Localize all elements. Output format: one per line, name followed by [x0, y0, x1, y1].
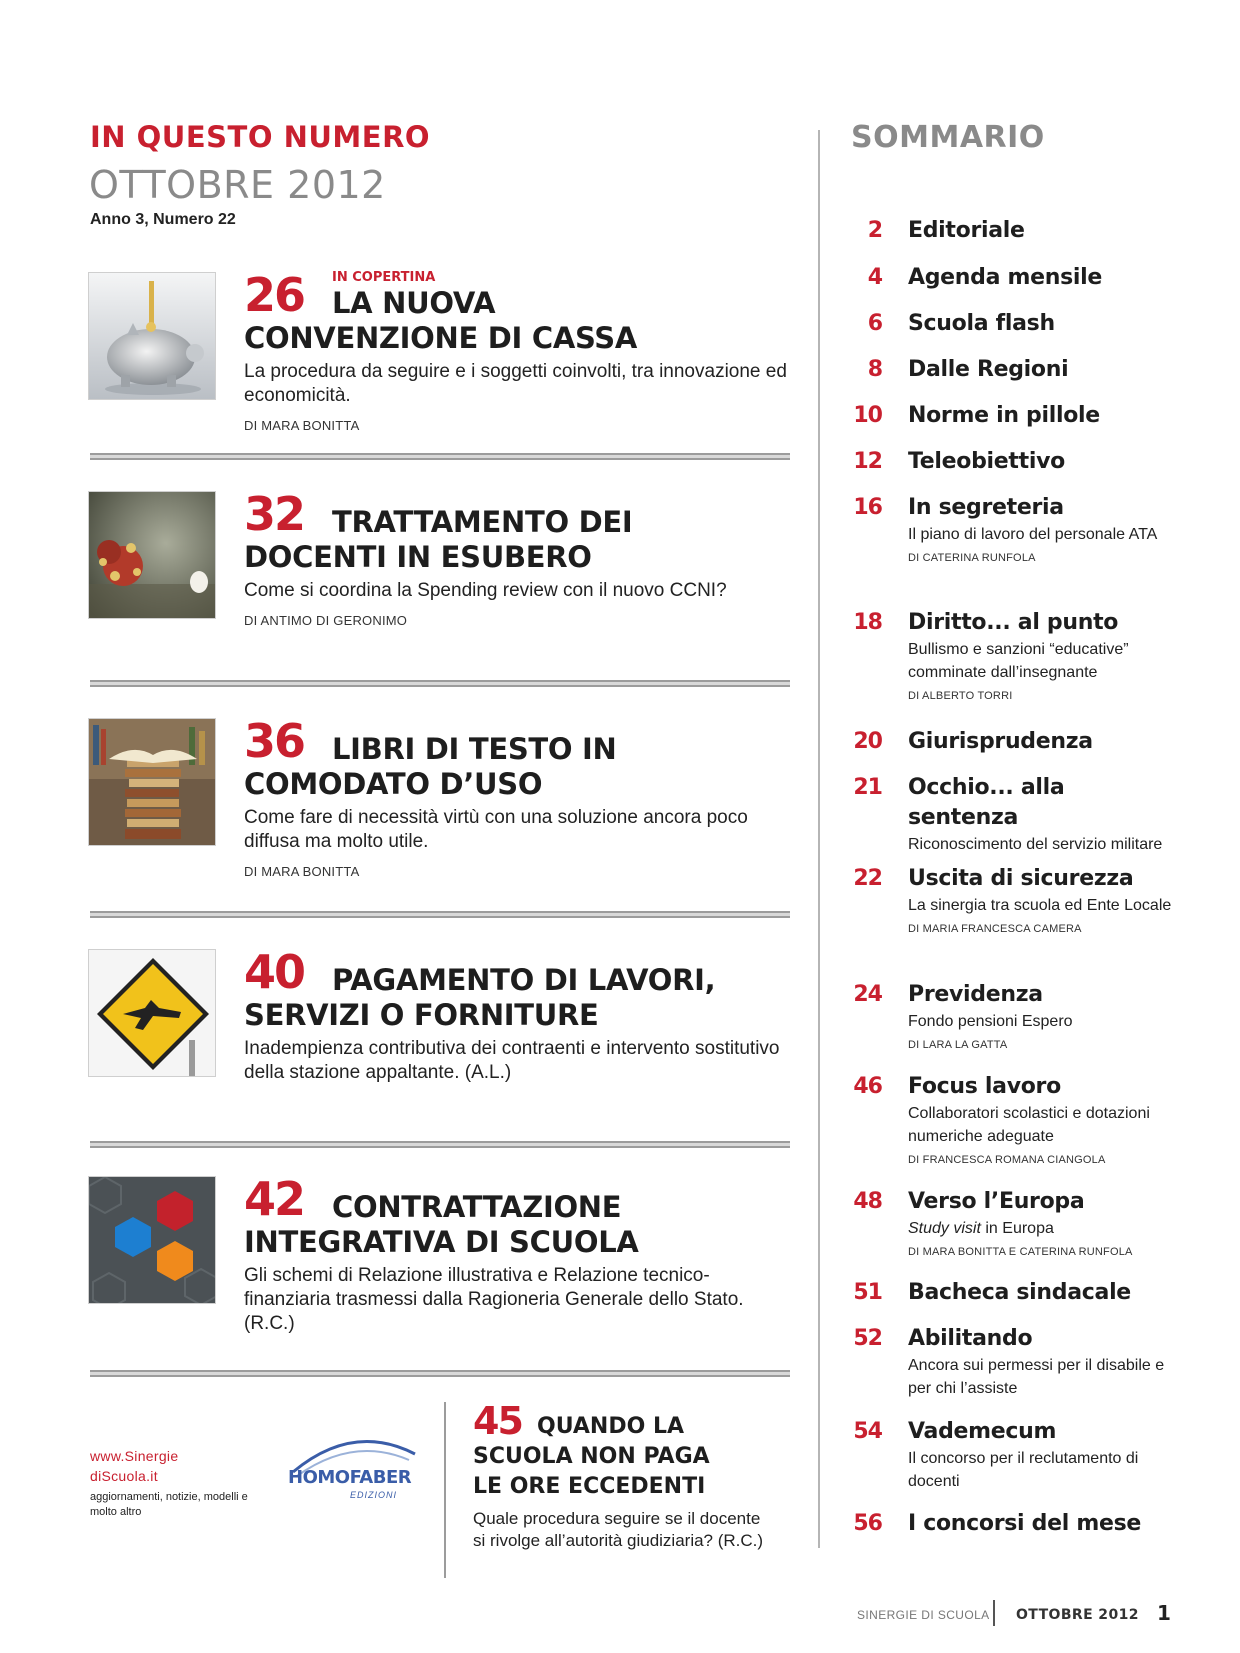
section-divider [90, 911, 790, 918]
feature-page-number: 26 [244, 268, 305, 322]
toc-item[interactable] [830, 216, 1180, 246]
toc-item[interactable] [830, 401, 1180, 431]
toc-description: Il concorso per il reclutamento di docenti [908, 1450, 1139, 1490]
toc-title: Abilitando [908, 1326, 1033, 1351]
feature-description: La procedura da seguire e i soggetti coinvolti, tra innovazione ed economicità. [244, 361, 787, 406]
toc-page: 8 [867, 357, 882, 382]
toc-description: Collaboratori scolastici e dotazioni numeriche adeguate [908, 1105, 1150, 1145]
feature-description: Come fare di necessità virtù con una soluzione ancora poco diffusa ma molto utile. [244, 807, 748, 852]
column-divider [818, 130, 820, 1548]
toc-item[interactable] [830, 1324, 1180, 1400]
toc-author: DI CATERINA RUNFOLA [908, 552, 1036, 564]
toc-title: Bacheca sindacale [908, 1280, 1131, 1305]
website-tagline: aggiornamenti, notizie, modelli e molto altro [90, 1491, 248, 1518]
toc-title: Occhio... alla sentenza [908, 775, 1065, 830]
toc-item[interactable] [830, 447, 1180, 477]
toc-item[interactable] [830, 608, 1180, 702]
road-sign-image [88, 949, 216, 1077]
feature-title-line1: TRATTAMENTO DEI [332, 505, 633, 539]
toc-title: Teleobiettivo [908, 449, 1065, 474]
toc-page: 52 [853, 1326, 882, 1351]
toc-page: 4 [867, 265, 882, 290]
toc-item[interactable] [830, 1072, 1180, 1166]
books-stack-image [88, 718, 216, 846]
toc-page: 18 [853, 610, 882, 635]
toc-page: 56 [853, 1511, 882, 1536]
toc-page: 20 [853, 729, 882, 754]
feature-page-number: 36 [244, 714, 305, 768]
feature-page-number: 40 [244, 945, 305, 999]
toc-page: 2 [867, 218, 882, 243]
toc-item[interactable] [830, 493, 1180, 564]
toc-page: 16 [853, 495, 882, 520]
issue-heading: IN QUESTO NUMERO [90, 120, 431, 154]
toc-title: Verso l’Europa [908, 1189, 1085, 1214]
website-link[interactable]: www.Sinergie diScuola.it [90, 1448, 179, 1484]
toc-page: 10 [853, 403, 882, 428]
feature-title-line1: PAGAMENTO DI LAVORI, [332, 963, 716, 997]
toc-title: Dalle Regioni [908, 357, 1069, 382]
toc-title: Giurisprudenza [908, 729, 1093, 754]
publisher-logo-subtext: EDIZIONI [350, 1490, 398, 1500]
toc-title: Uscita di sicurezza [908, 866, 1134, 891]
feature-page-number: 32 [244, 487, 305, 541]
toc-item[interactable] [830, 263, 1180, 293]
feature-author: DI MARA BONITTA [244, 418, 360, 433]
feature-title-line2: SERVIZI O FORNITURE [244, 998, 599, 1032]
toc-title: Previdenza [908, 982, 1043, 1007]
toc-page: 54 [853, 1419, 882, 1444]
toc-item[interactable] [830, 355, 1180, 385]
feature-description: Come si coordina la Spending review con il nuovo CCNI? [244, 580, 727, 601]
feature-article[interactable] [473, 1399, 773, 1552]
section-divider [90, 1141, 790, 1148]
toc-page: 48 [853, 1189, 882, 1214]
toc-title: In segreteria [908, 495, 1064, 520]
toc-item[interactable] [830, 864, 1180, 935]
sommario-title: SOMMARIO [851, 120, 1045, 155]
toc-title: Norme in pillole [908, 403, 1100, 428]
toc-title: Editoriale [908, 218, 1025, 243]
feature-author: DI MARA BONITTA [244, 864, 360, 879]
toc-item[interactable] [830, 1509, 1180, 1539]
toc-author: DI ALBERTO TORRI [908, 690, 1013, 702]
feature-title-line2: COMODATO D’USO [244, 767, 543, 801]
toc-page: 51 [853, 1280, 882, 1305]
feature-title-line2: CONVENZIONE DI CASSA [244, 321, 637, 355]
feature-title-line2: SCUOLA NON PAGA [473, 1444, 710, 1469]
issue-month: OTTOBRE 2012 [89, 163, 386, 207]
toc-author: DI MARA BONITTA E CATERINA RUNFOLA [908, 1246, 1133, 1258]
toc-description: Il piano di lavoro del personale ATA [908, 526, 1158, 543]
feature-title-line3: LE ORE ECCEDENTI [473, 1474, 706, 1499]
feature-page-number: 42 [244, 1172, 305, 1226]
toc-description: Riconoscimento del servizio militare [908, 836, 1163, 853]
toc-author: DI FRANCESCA ROMANA CIANGOLA [908, 1154, 1106, 1166]
section-divider [90, 680, 790, 687]
footer-magazine-name: SINERGIE DI SCUOLA [857, 1608, 990, 1622]
toc-title: Focus lavoro [908, 1074, 1061, 1099]
toc-page: 24 [853, 982, 882, 1007]
toc-title: Vademecum [908, 1419, 1057, 1444]
feature-page-number: 45 [473, 1399, 522, 1443]
feature-author: DI ANTIMO DI GERONIMO [244, 613, 408, 628]
feature-title-line1: CONTRATTAZIONE [332, 1190, 622, 1224]
virus-egg-image [88, 491, 216, 619]
feature-title-line2: INTEGRATIVA DI SCUOLA [244, 1225, 639, 1259]
toc-page: 6 [867, 311, 882, 336]
toc-page: 22 [853, 866, 882, 891]
feature-description: Quale procedura seguire se il docente si rivolge all’autorità giudiziaria? (R.C.) [473, 1509, 764, 1550]
toc-item[interactable] [830, 727, 1180, 757]
toc-item[interactable] [830, 980, 1180, 1051]
toc-item[interactable] [830, 773, 1180, 856]
footer-issue-month: OTTOBRE 2012 [1016, 1607, 1139, 1623]
publisher-logo-text: HOMOFABER [288, 1467, 412, 1488]
footer-page-number: 1 [1157, 1601, 1171, 1625]
feature-description: Gli schemi di Relazione illustrativa e Relazione tecnico-finanziaria trasmessi dalla Ragioneria Generale dello Stato. (R.C.) [244, 1265, 744, 1334]
toc-item[interactable] [830, 309, 1180, 339]
toc-description: Study visit in Europa [908, 1220, 1054, 1237]
piggy-bank-image [88, 272, 216, 400]
toc-item[interactable] [830, 1417, 1180, 1493]
toc-title: Scuola flash [908, 311, 1055, 336]
toc-page: 12 [853, 449, 882, 474]
toc-page: 46 [853, 1074, 882, 1099]
toc-title: Diritto... al punto [908, 610, 1119, 635]
feature-title-line1: QUANDO LA [537, 1414, 684, 1439]
toc-description: Fondo pensioni Espero [908, 1013, 1073, 1030]
footer-divider [993, 1600, 995, 1626]
toc-title: Agenda mensile [908, 265, 1103, 290]
feature-title-line1: LA NUOVA [332, 286, 496, 320]
toc-item[interactable] [830, 1278, 1180, 1308]
feature-title-line1: LIBRI DI TESTO IN [332, 732, 617, 766]
toc-description: Bullismo e sanzioni “educative” comminate dall’insegnante [908, 641, 1129, 681]
toc-description: Ancora sui permessi per il disabile e per chi l’assiste [908, 1357, 1165, 1397]
toc-page: 21 [853, 775, 882, 800]
hexagons-image [88, 1176, 216, 1304]
toc-author: DI LARA LA GATTA [908, 1039, 1008, 1051]
bottom-divider [444, 1402, 446, 1578]
feature-description: Inadempienza contributiva dei contraenti e intervento sostitutivo della stazione appaltante. (A.L.) [244, 1038, 780, 1083]
toc-description: La sinergia tra scuola ed Ente Locale [908, 897, 1172, 914]
toc-description-italic: Study visit [908, 1220, 981, 1237]
toc-item[interactable] [830, 1187, 1180, 1258]
toc-title: I concorsi del mese [908, 1511, 1141, 1536]
feature-kicker: IN COPERTINA [332, 270, 436, 285]
issue-number: Anno 3, Numero 22 [90, 211, 236, 228]
feature-title-line2: DOCENTI IN ESUBERO [244, 540, 592, 574]
section-divider [90, 1370, 790, 1377]
toc-author: DI MARIA FRANCESCA CAMERA [908, 923, 1082, 935]
section-divider [90, 453, 790, 460]
